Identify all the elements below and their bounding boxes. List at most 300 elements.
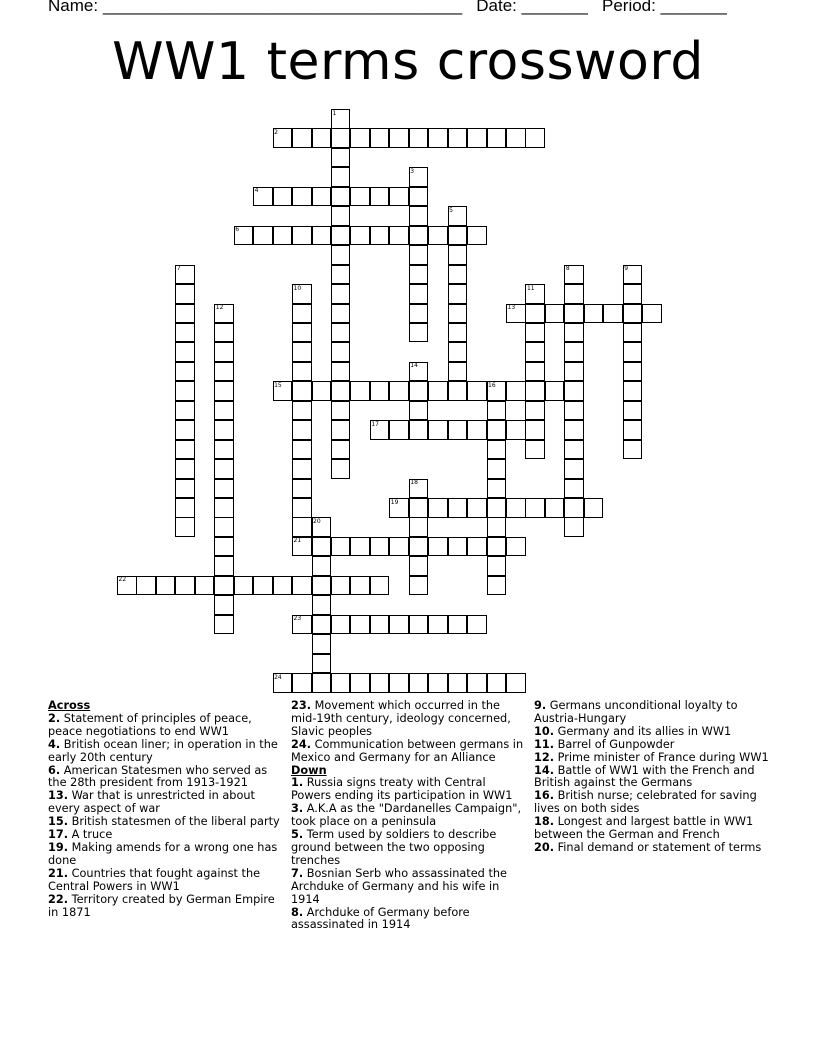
crossword-cell[interactable] bbox=[312, 615, 332, 635]
crossword-cell[interactable] bbox=[331, 245, 351, 265]
crossword-cell[interactable] bbox=[292, 576, 312, 596]
crossword-cell[interactable] bbox=[312, 537, 332, 557]
clue-number: 1. bbox=[291, 776, 304, 790]
crossword-cell[interactable] bbox=[428, 226, 448, 246]
crossword-cell[interactable] bbox=[175, 498, 195, 518]
crossword-cell[interactable] bbox=[350, 576, 370, 596]
clue-number-11: 11 bbox=[526, 284, 535, 292]
crossword-cell[interactable] bbox=[623, 401, 643, 421]
crossword-cell[interactable] bbox=[409, 615, 429, 635]
crossword-cell[interactable] bbox=[175, 479, 195, 499]
crossword-cell[interactable] bbox=[175, 362, 195, 382]
crossword-cell[interactable] bbox=[253, 226, 273, 246]
crossword-cell[interactable] bbox=[350, 537, 370, 557]
clue-item bbox=[291, 868, 527, 907]
crossword-cell[interactable] bbox=[448, 673, 468, 693]
crossword-cell[interactable] bbox=[389, 673, 409, 693]
crossword-cell[interactable] bbox=[175, 576, 195, 596]
clue-text: British ocean liner; in operation in the early 20th century bbox=[48, 737, 278, 764]
crossword-cell[interactable] bbox=[564, 304, 584, 324]
crossword-cell[interactable] bbox=[428, 420, 448, 440]
clue-number: 13. bbox=[48, 789, 69, 803]
crossword-cell[interactable] bbox=[214, 615, 234, 635]
crossword-cell[interactable] bbox=[389, 420, 409, 440]
across-heading: Across bbox=[48, 699, 91, 712]
crossword-cell[interactable] bbox=[350, 381, 370, 401]
crossword-cell[interactable] bbox=[312, 576, 332, 596]
crossword-cell[interactable] bbox=[331, 206, 351, 226]
clue-number: 17. bbox=[48, 828, 69, 842]
crossword-cell[interactable] bbox=[195, 576, 215, 596]
clue-item bbox=[534, 790, 770, 816]
crossword-cell[interactable] bbox=[525, 440, 545, 460]
crossword-cell[interactable] bbox=[292, 304, 312, 324]
clue-text: Final demand or statement of terms bbox=[554, 840, 762, 854]
clue-number-1: 1 bbox=[332, 109, 337, 117]
crossword-cell[interactable] bbox=[467, 498, 487, 518]
crossword-cell[interactable] bbox=[292, 323, 312, 343]
crossword-cell[interactable] bbox=[273, 187, 293, 207]
crossword-cell[interactable] bbox=[389, 128, 409, 148]
across-clue-list bbox=[48, 713, 284, 920]
crossword-cell[interactable] bbox=[487, 440, 507, 460]
clue-number: 15. bbox=[48, 815, 69, 829]
crossword-cell[interactable] bbox=[409, 226, 429, 246]
period-label: Period: bbox=[602, 0, 656, 15]
crossword-cell[interactable] bbox=[214, 323, 234, 343]
clue-number-3: 3 bbox=[410, 167, 415, 175]
name-field[interactable]: ______________________________________ bbox=[102, 0, 463, 15]
crossword-cell[interactable] bbox=[409, 420, 429, 440]
crossword-cell[interactable] bbox=[545, 381, 565, 401]
crossword-cell[interactable] bbox=[564, 517, 584, 537]
crossword-cell[interactable] bbox=[525, 342, 545, 362]
crossword-cell[interactable] bbox=[292, 128, 312, 148]
crossword-cell[interactable] bbox=[214, 401, 234, 421]
date-field[interactable]: _______ bbox=[521, 0, 588, 15]
clue-number-21: 21 bbox=[293, 537, 302, 545]
crossword-cell[interactable] bbox=[487, 537, 507, 557]
crossword-cell[interactable] bbox=[525, 420, 545, 440]
crossword-cell[interactable] bbox=[428, 498, 448, 518]
clue-text: Movement which occurred in the mid-19th century, ideology concerned, Slavic peoples bbox=[291, 699, 511, 738]
crossword-cell[interactable] bbox=[448, 304, 468, 324]
crossword-cell[interactable] bbox=[448, 226, 468, 246]
crossword-cell[interactable] bbox=[175, 517, 195, 537]
crossword-cell[interactable] bbox=[175, 440, 195, 460]
crossword-cell[interactable] bbox=[214, 362, 234, 382]
crossword-cell[interactable] bbox=[175, 284, 195, 304]
crossword-cell[interactable] bbox=[409, 206, 429, 226]
clue-number-10: 10 bbox=[293, 284, 302, 292]
crossword-cell[interactable] bbox=[487, 401, 507, 421]
clue-text: A.K.A as the "Dardanelles Campaign", took place on a peninsula bbox=[291, 802, 522, 829]
crossword-cell[interactable] bbox=[448, 362, 468, 382]
clue-number-15: 15 bbox=[274, 381, 282, 389]
crossword-cell[interactable] bbox=[428, 128, 448, 148]
crossword-cell[interactable] bbox=[312, 381, 332, 401]
crossword-cell[interactable] bbox=[467, 226, 487, 246]
crossword-cell[interactable] bbox=[623, 304, 643, 324]
crossword-cell[interactable] bbox=[292, 440, 312, 460]
crossword-cell[interactable] bbox=[292, 420, 312, 440]
crossword-cell[interactable] bbox=[350, 128, 370, 148]
crossword-cell[interactable] bbox=[428, 537, 448, 557]
crossword-cell[interactable] bbox=[409, 556, 429, 576]
down-clue-list bbox=[291, 777, 527, 932]
crossword-cell[interactable] bbox=[331, 226, 351, 246]
crossword-cell[interactable] bbox=[175, 304, 195, 324]
clue-number-18: 18 bbox=[410, 479, 418, 487]
crossword-cell[interactable] bbox=[623, 440, 643, 460]
crossword-cell[interactable] bbox=[428, 673, 448, 693]
crossword-cell[interactable] bbox=[331, 459, 351, 479]
crossword-cell[interactable] bbox=[506, 420, 526, 440]
crossword-cell[interactable] bbox=[350, 615, 370, 635]
crossword-cell[interactable] bbox=[409, 265, 429, 285]
crossword-cell[interactable] bbox=[389, 537, 409, 557]
crossword-cell[interactable] bbox=[331, 304, 351, 324]
crossword-cell[interactable] bbox=[448, 420, 468, 440]
crossword-cell[interactable] bbox=[214, 537, 234, 557]
crossword-cell[interactable] bbox=[292, 401, 312, 421]
crossword-cell[interactable] bbox=[487, 576, 507, 596]
crossword-cell[interactable] bbox=[409, 517, 429, 537]
crossword-cell[interactable] bbox=[331, 128, 351, 148]
crossword-cell[interactable] bbox=[292, 226, 312, 246]
clue-number: 6. bbox=[48, 763, 61, 777]
crossword-cell[interactable] bbox=[214, 420, 234, 440]
crossword-cell[interactable] bbox=[331, 342, 351, 362]
clue-number: 19. bbox=[48, 840, 69, 854]
crossword-cell[interactable] bbox=[312, 556, 332, 576]
crossword-cell[interactable] bbox=[525, 498, 545, 518]
crossword-cell[interactable] bbox=[448, 537, 468, 557]
clue-text: Archduke of Germany before assassinated in 1914 bbox=[291, 905, 470, 932]
clue-number-22: 22 bbox=[118, 576, 127, 584]
crossword-cell[interactable] bbox=[545, 304, 565, 324]
crossword-cell[interactable] bbox=[525, 304, 545, 324]
crossword-cell[interactable] bbox=[214, 498, 234, 518]
crossword-cell[interactable] bbox=[214, 479, 234, 499]
crossword-cell[interactable] bbox=[292, 498, 312, 518]
crossword-cell[interactable] bbox=[487, 459, 507, 479]
crossword-cell[interactable] bbox=[448, 381, 468, 401]
crossword-cell[interactable] bbox=[389, 226, 409, 246]
crossword-cell[interactable] bbox=[331, 148, 351, 168]
clue-text: Bosnian Serb who assassinated the Archduke of Germany and his wife in 1914 bbox=[291, 866, 507, 906]
crossword-cell[interactable] bbox=[312, 673, 332, 693]
crossword-cell[interactable] bbox=[370, 615, 390, 635]
crossword-cell[interactable] bbox=[214, 576, 234, 596]
crossword-cell[interactable] bbox=[350, 226, 370, 246]
crossword-cell[interactable] bbox=[467, 381, 487, 401]
clue-text: War that is unrestricted in about every aspect of war bbox=[48, 789, 255, 816]
clues-column-2 bbox=[291, 700, 534, 932]
crossword-cell[interactable] bbox=[331, 265, 351, 285]
clue-number: 24. bbox=[291, 737, 312, 751]
clue-number: 21. bbox=[48, 866, 69, 880]
crossword-cell[interactable] bbox=[389, 615, 409, 635]
crossword-cell[interactable] bbox=[136, 576, 156, 596]
crossword-cell[interactable] bbox=[545, 498, 565, 518]
crossword-cell[interactable] bbox=[409, 673, 429, 693]
crossword-cell[interactable] bbox=[292, 479, 312, 499]
clue-item bbox=[291, 700, 527, 739]
period-field[interactable]: _______ bbox=[660, 0, 727, 15]
clue-number-7: 7 bbox=[176, 265, 181, 273]
crossword-cell[interactable] bbox=[564, 498, 584, 518]
crossword-cell[interactable] bbox=[623, 381, 643, 401]
crossword-cell[interactable] bbox=[506, 381, 526, 401]
crossword-cell[interactable] bbox=[467, 420, 487, 440]
crossword-cell[interactable] bbox=[214, 459, 234, 479]
crossword-cell[interactable] bbox=[448, 284, 468, 304]
crossword-cell[interactable] bbox=[331, 401, 351, 421]
clue-number: 16. bbox=[534, 789, 555, 803]
clue-number: 4. bbox=[48, 737, 61, 751]
crossword-cell[interactable] bbox=[409, 401, 429, 421]
crossword-cell[interactable] bbox=[487, 517, 507, 537]
crossword-cell[interactable] bbox=[175, 323, 195, 343]
crossword-cell[interactable] bbox=[525, 128, 545, 148]
crossword-cell[interactable] bbox=[331, 440, 351, 460]
crossword-cell[interactable] bbox=[623, 362, 643, 382]
crossword-cell[interactable] bbox=[175, 401, 195, 421]
crossword-cell[interactable] bbox=[234, 576, 254, 596]
crossword-cell[interactable] bbox=[487, 673, 507, 693]
clues-column-3 bbox=[534, 700, 777, 932]
crossword-cell[interactable] bbox=[448, 498, 468, 518]
crossword-cell[interactable] bbox=[448, 265, 468, 285]
crossword-cell[interactable] bbox=[389, 187, 409, 207]
crossword-cell[interactable] bbox=[603, 304, 623, 324]
crossword-cell[interactable] bbox=[564, 323, 584, 343]
crossword-cell[interactable] bbox=[623, 323, 643, 343]
crossword-cell[interactable] bbox=[331, 381, 351, 401]
crossword-cell[interactable] bbox=[273, 576, 293, 596]
crossword-cell[interactable] bbox=[370, 226, 390, 246]
clue-number: 18. bbox=[534, 815, 555, 829]
crossword-cell[interactable] bbox=[389, 381, 409, 401]
crossword-cell[interactable] bbox=[370, 381, 390, 401]
crossword-cell[interactable] bbox=[409, 128, 429, 148]
crossword-cell[interactable] bbox=[331, 187, 351, 207]
crossword-cell[interactable] bbox=[409, 498, 429, 518]
crossword-cell[interactable] bbox=[331, 362, 351, 382]
crossword-cell[interactable] bbox=[292, 381, 312, 401]
crossword-cell[interactable] bbox=[584, 498, 604, 518]
clue-text: British nurse; celebrated for saving lives on both sides bbox=[534, 789, 757, 816]
crossword-cell[interactable] bbox=[292, 187, 312, 207]
crossword-cell[interactable] bbox=[564, 401, 584, 421]
clue-item bbox=[48, 739, 284, 765]
crossword-cell[interactable] bbox=[564, 440, 584, 460]
crossword-cell[interactable] bbox=[370, 537, 390, 557]
clue-number-5: 5 bbox=[449, 206, 453, 214]
crossword-cell[interactable] bbox=[292, 459, 312, 479]
crossword-cell[interactable] bbox=[487, 128, 507, 148]
crossword-cell[interactable] bbox=[525, 401, 545, 421]
crossword-cell[interactable] bbox=[331, 284, 351, 304]
crossword-cell[interactable] bbox=[564, 284, 584, 304]
crossword-cell[interactable] bbox=[331, 323, 351, 343]
crossword-cell[interactable] bbox=[409, 537, 429, 557]
crossword-cell[interactable] bbox=[409, 576, 429, 596]
clue-text: Longest and largest battle in WW1 between the German and French bbox=[534, 815, 754, 842]
clue-text: Making amends for a wrong one has done bbox=[48, 840, 278, 867]
clue-item bbox=[48, 894, 284, 920]
clue-text: A truce bbox=[68, 828, 113, 842]
crossword-cell[interactable] bbox=[623, 284, 643, 304]
clues-section bbox=[48, 700, 778, 932]
crossword-cell[interactable] bbox=[292, 362, 312, 382]
crossword-cell[interactable] bbox=[312, 226, 332, 246]
clue-text: Communication between germans in Mexico and Germany for an Alliance bbox=[291, 737, 524, 764]
clue-text: British statesmen of the liberal party bbox=[68, 815, 280, 829]
clue-text: Barrel of Gunpowder bbox=[554, 737, 675, 751]
crossword-cell[interactable] bbox=[214, 381, 234, 401]
date-label: Date: bbox=[476, 0, 517, 15]
crossword-cell[interactable] bbox=[214, 342, 234, 362]
crossword-cell[interactable] bbox=[214, 556, 234, 576]
crossword-cell[interactable] bbox=[506, 128, 526, 148]
crossword-cell[interactable] bbox=[487, 479, 507, 499]
clue-item bbox=[534, 842, 770, 855]
crossword-cell[interactable] bbox=[487, 420, 507, 440]
crossword-cell[interactable] bbox=[331, 576, 351, 596]
clue-text: Territory created by German Empire in 1871 bbox=[48, 892, 275, 919]
crossword-cell[interactable] bbox=[312, 634, 332, 654]
crossword-cell[interactable] bbox=[331, 167, 351, 187]
clue-number-20: 20 bbox=[313, 517, 321, 525]
crossword-cell[interactable] bbox=[448, 128, 468, 148]
crossword-cell[interactable] bbox=[175, 459, 195, 479]
crossword-cell[interactable] bbox=[331, 420, 351, 440]
clue-number-9: 9 bbox=[624, 265, 629, 273]
crossword-cell[interactable] bbox=[487, 498, 507, 518]
clue-number: 23. bbox=[291, 699, 312, 712]
crossword-cell[interactable] bbox=[292, 342, 312, 362]
crossword-cell[interactable] bbox=[448, 323, 468, 343]
clue-item bbox=[291, 803, 527, 829]
clue-item bbox=[291, 739, 527, 765]
clue-number: 5. bbox=[291, 828, 304, 842]
clue-number: 11. bbox=[534, 737, 555, 751]
crossword-cell[interactable] bbox=[428, 615, 448, 635]
crossword-cell[interactable] bbox=[370, 128, 390, 148]
crossword-cell[interactable] bbox=[409, 245, 429, 265]
crossword-cell[interactable] bbox=[448, 342, 468, 362]
crossword-cell[interactable] bbox=[564, 362, 584, 382]
crossword-cell[interactable] bbox=[331, 615, 351, 635]
crossword-cell[interactable] bbox=[467, 615, 487, 635]
crossword-cell[interactable] bbox=[175, 381, 195, 401]
clue-number: 9. bbox=[534, 699, 547, 712]
crossword-cell[interactable] bbox=[214, 595, 234, 615]
crossword-cell[interactable] bbox=[292, 517, 312, 537]
clue-number: 12. bbox=[534, 750, 555, 764]
crossword-cell[interactable] bbox=[448, 245, 468, 265]
crossword-cell[interactable] bbox=[623, 342, 643, 362]
crossword-cell[interactable] bbox=[331, 673, 351, 693]
clue-item bbox=[48, 790, 284, 816]
clue-number: 22. bbox=[48, 892, 69, 906]
crossword-cell[interactable] bbox=[312, 187, 332, 207]
clue-number: 20. bbox=[534, 840, 555, 854]
crossword-cell[interactable] bbox=[623, 420, 643, 440]
crossword-cell[interactable] bbox=[253, 576, 273, 596]
crossword-cell[interactable] bbox=[428, 381, 448, 401]
crossword-cell[interactable] bbox=[564, 420, 584, 440]
crossword-cell[interactable] bbox=[564, 479, 584, 499]
crossword-cell[interactable] bbox=[409, 323, 429, 343]
crossword-cell[interactable] bbox=[642, 304, 662, 324]
crossword-cell[interactable] bbox=[175, 342, 195, 362]
crossword-cell[interactable] bbox=[467, 128, 487, 148]
crossword-cell[interactable] bbox=[487, 556, 507, 576]
crossword-cell[interactable] bbox=[409, 304, 429, 324]
crossword-cell[interactable] bbox=[525, 323, 545, 343]
crossword-cell[interactable] bbox=[292, 673, 312, 693]
crossword-cell[interactable] bbox=[467, 537, 487, 557]
clue-item bbox=[534, 816, 770, 842]
crossword-cell[interactable] bbox=[525, 362, 545, 382]
crossword-cell[interactable] bbox=[214, 517, 234, 537]
clue-number-14: 14 bbox=[410, 362, 418, 370]
crossword-cell[interactable] bbox=[448, 615, 468, 635]
crossword-cell[interactable] bbox=[156, 576, 176, 596]
crossword-cell[interactable] bbox=[370, 187, 390, 207]
crossword-cell[interactable] bbox=[564, 459, 584, 479]
clues-column-1 bbox=[48, 700, 291, 932]
crossword-cell[interactable] bbox=[525, 381, 545, 401]
crossword-cell[interactable] bbox=[370, 673, 390, 693]
crossword-cell[interactable] bbox=[214, 440, 234, 460]
crossword-cell[interactable] bbox=[409, 284, 429, 304]
crossword-cell[interactable] bbox=[409, 381, 429, 401]
crossword-cell[interactable] bbox=[350, 187, 370, 207]
crossword-cell[interactable] bbox=[409, 187, 429, 207]
clue-number-4: 4 bbox=[254, 187, 259, 195]
clue-item bbox=[48, 868, 284, 894]
crossword-cell[interactable] bbox=[350, 673, 370, 693]
crossword-cell[interactable] bbox=[564, 342, 584, 362]
across-clue-list-continued bbox=[291, 700, 527, 765]
clue-text: Countries that fought against the Central Powers in WW1 bbox=[48, 866, 261, 893]
clue-item bbox=[291, 829, 527, 868]
crossword-cell[interactable] bbox=[273, 226, 293, 246]
crossword-cell[interactable] bbox=[312, 128, 332, 148]
crossword-cell[interactable] bbox=[506, 498, 526, 518]
clue-number: 3. bbox=[291, 802, 304, 816]
clue-number-13: 13 bbox=[507, 304, 516, 311]
crossword-cell[interactable] bbox=[564, 381, 584, 401]
crossword-cell[interactable] bbox=[175, 420, 195, 440]
crossword-cell[interactable] bbox=[312, 595, 332, 615]
clue-number: 10. bbox=[534, 724, 555, 738]
crossword-cell[interactable] bbox=[506, 673, 526, 693]
crossword-cell[interactable] bbox=[312, 654, 332, 674]
crossword-cell[interactable] bbox=[370, 576, 390, 596]
crossword-cell[interactable] bbox=[467, 673, 487, 693]
clue-number-6: 6 bbox=[235, 226, 240, 234]
clue-number: 8. bbox=[291, 905, 304, 919]
clue-number: 2. bbox=[48, 711, 61, 725]
crossword-cell[interactable] bbox=[506, 537, 526, 557]
crossword-cell[interactable] bbox=[331, 537, 351, 557]
crossword-cell[interactable] bbox=[584, 304, 604, 324]
